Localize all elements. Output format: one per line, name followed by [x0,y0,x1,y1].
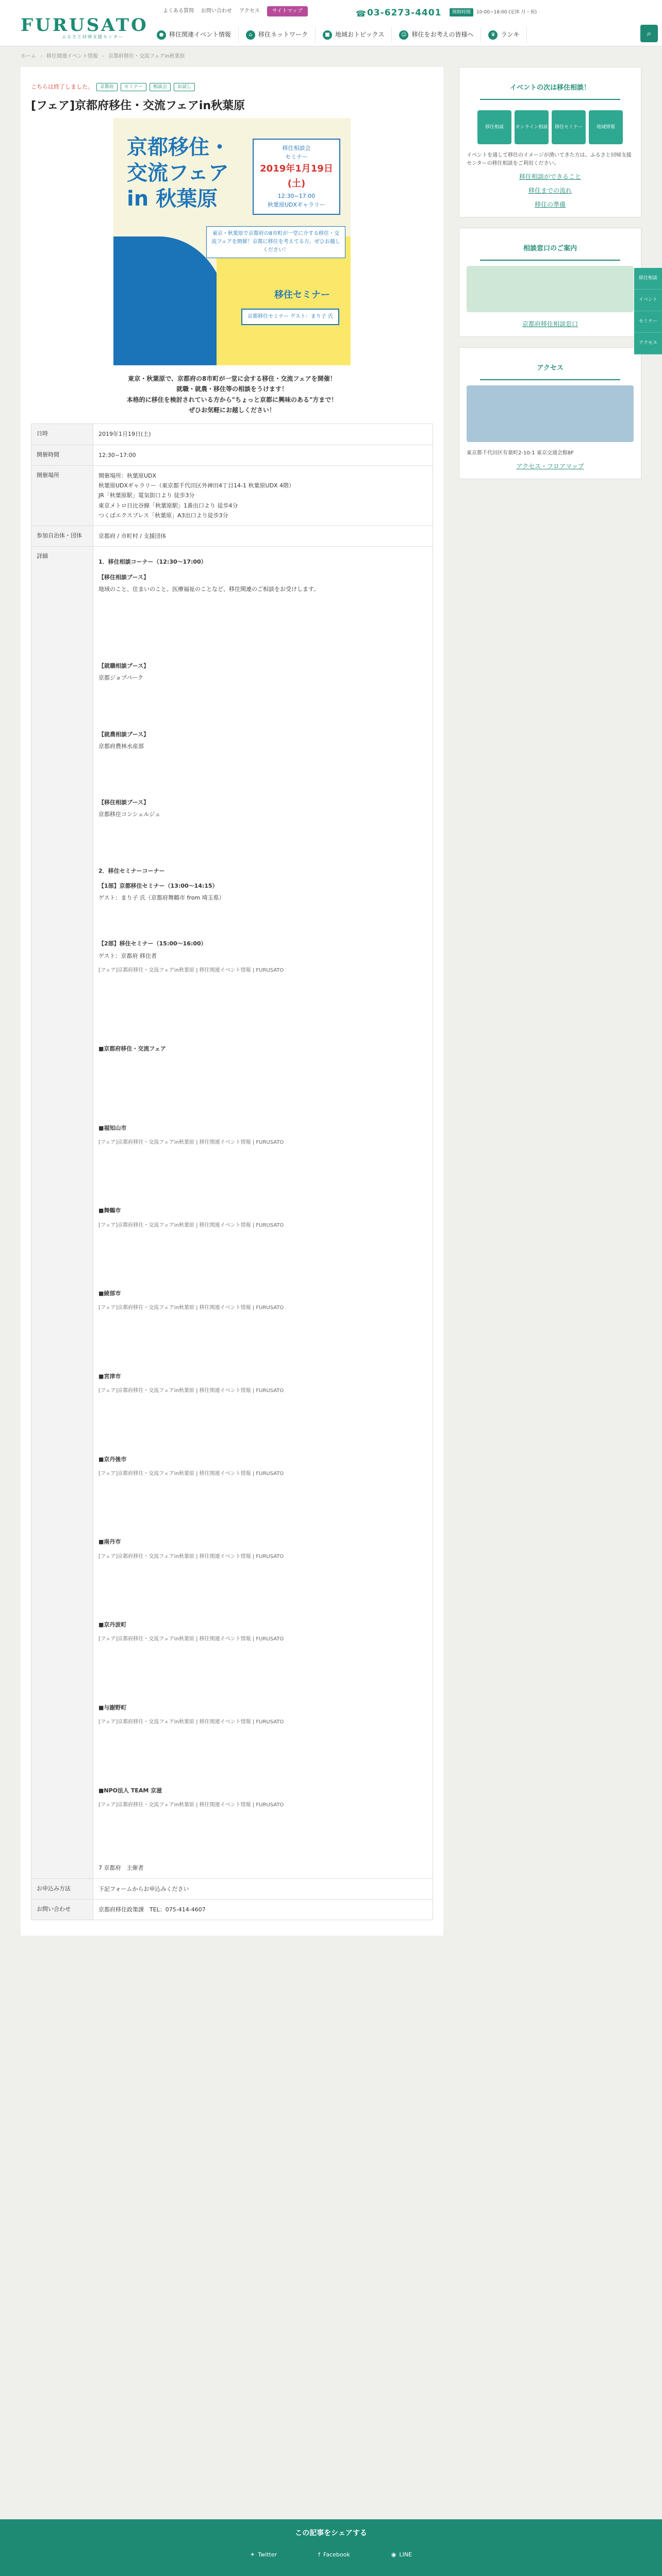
breadcrumb-separator: › [102,54,104,59]
move-prep-link[interactable]: 移住の準備 [534,201,566,209]
counter-photo [467,266,634,312]
nav-event-info[interactable]: ● 移住関連イベント情報 [150,27,239,43]
image-placeholder: [フェア]京都府移住・交流フェアin秋葉原 | 移住関連イベント情報 | FURUSATO [98,1139,284,1145]
row-value-participants: 京都府 / 市町村 / 支援団体 [93,526,433,547]
venue-line: 開催場所：秋葉原UDX [98,472,157,479]
image-placeholder: [フェア]京都府移住・交流フェアin秋葉原 | 移住関連イベント情報 | FURUSATO [98,1636,284,1642]
region-info-icon[interactable]: 地域情報 [589,110,623,144]
detail-spacer [98,1480,427,1532]
float-access[interactable]: アクセス [634,333,662,354]
detail-text: 7 京都府 主催者 [98,1865,144,1872]
consult-features-link[interactable]: 移住相談ができること [519,173,581,180]
detail-heading: 1．移住相談コーナー（12:30～17:00） [98,558,207,566]
counter-box [459,228,641,337]
table-row [31,445,433,465]
access-box [459,347,641,479]
detail-spacer [98,977,427,1039]
detail-subheading: 【移住相談ブース】 [98,573,150,581]
site-header [0,0,662,46]
search-icon: ⌕ [647,28,652,39]
search-button[interactable] [640,25,658,42]
row-value-date: 2019年1月19日(土) [93,424,433,445]
float-seminar[interactable]: セミナー [634,311,662,333]
row-value-contact: 京都府移住政策課 TEL：075-414-4607 [93,1899,433,1920]
detail-spacer [98,820,427,861]
detail-text: 京都府農林水産部 [98,742,144,750]
detail-spacer [98,1232,427,1283]
detail-subheading: 【1部】京都移住セミナー（13:00～14:15） [98,882,218,889]
nav-network[interactable]: ⌂ 移住ネットワーク [239,27,316,43]
table-row [31,547,433,1878]
image-placeholder: [フェア]京都府移住・交流フェアin秋葉原 | 移住関連イベント情報 | FURUSATO [98,1802,284,1808]
hours-badge: 開館時間 [450,8,473,16]
table-row [31,1899,433,1920]
counter-link[interactable]: 京都府移住相談窓口 [522,320,578,328]
flyer-venue: 秋葉原UDXギャラリー [267,201,326,209]
table-row [31,526,433,547]
flyer-time: 12:30~17:00 [277,192,316,199]
image-placeholder: [フェア]京都府移住・交流フェアin秋葉原 | 移住関連イベント情報 | FURUSATO [98,1305,284,1311]
city-heading: ■NPO法人 TEAM 京滋 [98,1787,162,1794]
venue-line: 東京メトロ日比谷線「秋葉原駅」1番出口より 徒歩4分 [98,502,238,509]
ended-notice: こちらは終了しました。 [31,83,93,90]
access-heading: アクセス [480,358,620,380]
consultation-icons [459,105,641,149]
rank-icon: ♛ [488,30,498,40]
opening-hours [450,8,537,16]
detail-subheading: 【就農相談ブース】 [98,731,150,738]
breadcrumb-current: 京都府移住・交流フェアin秋葉原 [108,54,185,59]
row-value-apply: 下記フォームからお申込みください [93,1878,433,1899]
twitter-share-button[interactable]: ✦ Twitter [250,2550,277,2560]
consultation-box [459,67,641,217]
city-heading: ■南丹市 [98,1538,121,1546]
detail-text: 地域のこと、住まいのこと、医療福祉のことなど、移住関連のご相談をお受けします。 [98,585,320,592]
detail-subheading: ■京都府移住・交流フェア [98,1045,166,1053]
intro-line: 就職・就農・移住等の相談をうけます！ [176,385,288,393]
share-bar [0,2519,662,2576]
hours-text: 10:00~18:00 (定休 月・祝) [476,10,537,15]
detail-text: 京都移住コンシェルジュ [98,811,161,818]
share-title: この記事をシェアする [295,2529,367,2537]
detail-spacer [98,1729,427,1781]
consultation-text: イベントを通して移住のイメージが湧いてきた方は、ふるさと回帰支援センターの移住相談をご利用ください。 [467,152,632,166]
move-flow-link[interactable]: 移住までの流れ [528,187,572,194]
flyer-seminar-title: 移住セミナー [274,289,330,300]
flyer-seminar-box: 京都移住セミナー ゲスト：まり子 氏 [241,309,339,325]
seminar-icon[interactable]: 移住セミナー [552,110,586,144]
logo-subtitle: ふるさと回帰支援センター [62,35,124,39]
content-wrapper [21,67,641,1936]
access-map-link[interactable]: アクセス・フロアマップ [516,463,584,470]
tag-prefecture[interactable]: 京都府 [96,83,118,91]
event-info-table [31,423,433,1920]
sitemap-button[interactable]: サイトマップ [267,6,308,16]
venue-line: JR「秋葉原駅」電気街口より 徒歩3分 [98,492,195,499]
breadcrumb-home[interactable]: ホーム [21,54,36,59]
nav-for-movers[interactable]: ☺ 移住をお考えの皆様へ [392,27,481,43]
table-row [31,424,433,445]
article-meta [31,82,433,92]
sidebar [459,67,641,1936]
venue-line: 秋葉原UDXギャラリー（東京都千代田区外神田4丁目14-1 秋葉原UDX 4階） [98,482,295,489]
detail-heading: 2．移住セミナーコーナー [98,867,165,874]
facebook-icon: f [318,2551,321,2558]
venue-line: つくばエクスプレス「秋葉原」A3出口より徒歩3分 [98,512,228,519]
top-links [163,6,308,16]
detail-spacer [98,1315,427,1366]
consult-icon[interactable]: 移住相談 [477,110,511,144]
intro-line: ぜひお気軽にお越しください！ [188,406,275,414]
detail-subheading: 【移住相談ブース】 [98,799,150,806]
row-label-date: 日時 [31,424,93,445]
building-photo [467,385,634,442]
row-label-participants: 参加自治体・団体 [31,526,93,547]
phone-number[interactable]: 03-6273-4401 [367,8,442,18]
row-label-apply: お申込み方法 [31,1878,93,1899]
flyer-lead: 東京・秋葉原で京都府の8市町が一堂に介する移住・交流フェアを開催！京都に移住を考えてる方、ぜひお越しください！ [206,226,345,258]
faq-link[interactable]: よくある質問 [163,8,194,14]
flyer-info-box [253,139,340,215]
access-text: 東京都千代田区有楽町2-10-1 東京交通会館8F [467,450,574,456]
flyer-date: 2019年1月19日(土) [260,163,333,189]
image-placeholder: [フェア]京都府移住・交流フェアin秋葉原 | 移住関連イベント情報 | FURUSATO [98,1222,284,1228]
access-link[interactable]: アクセス [239,8,260,14]
intro-line: 東京・秋葉原で、京都府の8市町が一堂に会する移住・交流フェアを開催！ [128,375,336,382]
row-label-venue: 開催場所 [31,465,93,526]
flyer-info-line2: セミナー [285,154,308,161]
float-event[interactable]: イベント [634,290,662,311]
row-label-detail: 詳細 [31,547,93,1878]
pin-icon: ● [157,30,166,40]
row-label-time: 開催時間 [31,445,93,465]
detail-spacer [98,1149,427,1200]
detail-subheading: 【2部】移住セミナー（15:00～16:00） [98,940,207,947]
detail-spacer [98,1811,427,1863]
city-heading: ■綾部市 [98,1290,121,1297]
float-consult[interactable]: 移住相談 [634,268,662,290]
image-placeholder: [フェア]京都府移住・交流フェアin秋葉原 | 移住関連イベント情報 | FURUSATO [98,967,284,973]
detail-text: ゲスト：まり子 氏（京都府舞鶴市 from 埼玉県） [98,894,225,902]
twitter-icon: ✦ [250,2551,255,2558]
city-heading: ■京丹波町 [98,1621,127,1629]
counter-heading: 相談窓口のご案内 [480,239,620,261]
contact-link[interactable]: お問い合わせ [201,8,232,14]
breadcrumb-separator: › [40,54,42,59]
detail-spacer [98,1398,427,1449]
flyer-info-line1: 移住相談会 [282,144,311,151]
line-share-button[interactable]: ◉ LINE [391,2550,412,2560]
floating-side-menu [634,268,662,354]
city-heading: ■舞鶴市 [98,1207,121,1214]
detail-spacer [98,1563,427,1615]
table-row [31,1878,433,1899]
detail-subheading: 【就職相談ブース】 [98,663,150,670]
row-value-time: 12:30~17:00 [93,445,433,465]
news-icon: ■ [323,30,332,40]
article [21,67,443,1936]
line-icon: ◉ [391,2551,396,2558]
detail-text: ゲスト：京都府 移住者 [98,952,157,959]
detail-spacer [98,751,427,792]
page-title: [フェア]京都府移住・交流フェアin秋葉原 [31,99,245,112]
tag-trial[interactable]: お試し [174,83,195,91]
tag-consultation[interactable]: 相談会 [150,83,171,91]
breadcrumb-events[interactable]: 移住関連イベント情報 [46,54,98,59]
city-heading: ■京丹後市 [98,1455,127,1463]
image-placeholder: [フェア]京都府移住・交流フェアin秋葉原 | 移住関連イベント情報 | FURUSATO [98,1388,284,1394]
global-nav [150,27,662,43]
online-consult-icon[interactable]: オンライン相談 [515,110,549,144]
detail-spacer [98,1646,427,1698]
consultation-heading: イベントの次は移住相談！ [480,78,620,100]
tag-seminar[interactable]: セミナー [121,83,146,91]
city-heading: ■与謝野町 [98,1704,127,1711]
row-label-contact: お問い合わせ [31,1899,93,1920]
image-placeholder: [フェア]京都府移住・交流フェアin秋葉原 | 移住関連イベント情報 | FURUSATO [98,1719,284,1725]
detail-text: 京都ジョブパーク [98,674,143,682]
table-row [31,465,433,526]
share-buttons [0,2550,662,2560]
row-value-detail [93,547,433,1878]
detail-spacer [98,683,427,724]
detail-spacer [98,903,427,934]
city-heading: ■福知山市 [98,1124,127,1131]
people-icon: ☺ [399,30,408,40]
phone-icon: ☎ [356,9,366,19]
flyer-title: 京都移住・交流フェア in 秋葉原 [127,135,230,211]
image-placeholder: [フェア]京都府移住・交流フェアin秋葉原 | 移住関連イベント情報 | FURUSATO [98,1553,284,1560]
intro-line: 本格的に移住を検討されている方から"ちょっと京都に興味のある"方まで！ [126,396,338,403]
intro-text [31,374,433,416]
home-icon: ⌂ [246,30,255,40]
site-logo[interactable]: FURUSATO [21,15,148,36]
event-flyer-image [113,118,351,365]
nav-ranking[interactable]: ♛ ランキ [481,27,527,43]
breadcrumb [21,46,641,67]
detail-spacer [98,594,427,656]
detail-spacer [98,1056,427,1118]
city-heading: ■宮津市 [98,1372,121,1380]
row-value-venue [93,465,433,526]
nav-topics[interactable]: ■ 地域おトピックス [316,27,392,43]
image-placeholder: [フェア]京都府移住・交流フェアin秋葉原 | 移住関連イベント情報 | FURUSATO [98,1470,284,1477]
facebook-share-button[interactable]: f Facebook [318,2550,350,2560]
